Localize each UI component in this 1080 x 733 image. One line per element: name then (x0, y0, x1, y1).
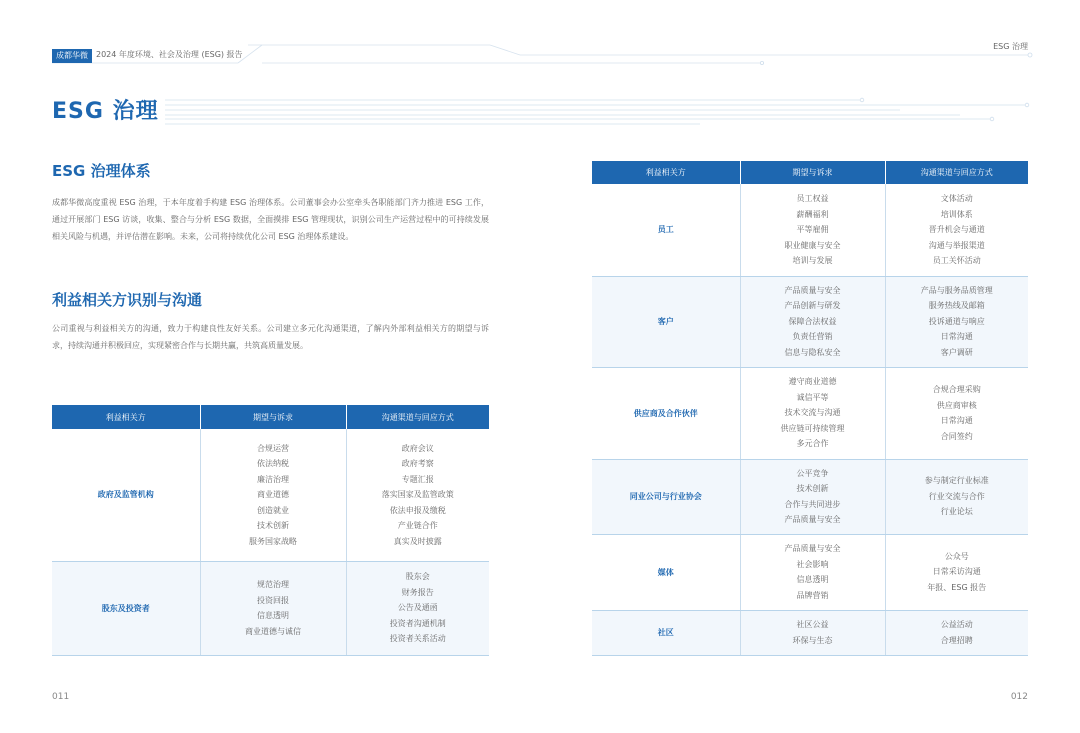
stakeholder-name: 政府及监管机构 (52, 429, 200, 561)
expectation-item: 商业道德 (257, 490, 289, 499)
governance-paragraph: 成都华微高度重视 ESG 治理，于本年度着手构建 ESG 治理体系。公司董事会办公室牵头各职能部门齐力推进 ESG 工作，通过开展部门 ESG 访谈，收集、整合与分析 ESG 数据，全面摸排 ESG 管理现状，识别公司生产运营过程中的可持续发展相关风险与机遇，并评估潜在影响。未来，公司将持续优化公司 ESG 治理体系建设。 (52, 198, 489, 241)
channel-item: 合理招聘 (940, 635, 973, 645)
expectation-item: 合作与共同进步 (784, 499, 841, 509)
expectation-item: 技术创新 (257, 521, 289, 530)
expectations-cell (740, 459, 885, 534)
page-title: ESG 治理 (52, 99, 159, 124)
expectation-item: 公平竞争 (796, 468, 829, 478)
expectation-item: 产品创新与研发 (784, 301, 841, 311)
table-row (52, 561, 489, 655)
channels-cell (346, 429, 489, 561)
channel-item: 合规合理采购 (932, 385, 981, 394)
channel-item: 财务报告 (401, 587, 434, 597)
channel-item: 落实国家及监管政策 (381, 490, 454, 499)
expectations-cell (740, 534, 885, 610)
channel-item: 日常采访沟通 (932, 567, 981, 577)
stakeholder-table-left (52, 405, 489, 656)
channel-item: 行业交流与合作 (928, 491, 985, 501)
expectation-item: 负责任营销 (792, 332, 833, 342)
expectation-item: 培训与发展 (792, 256, 833, 265)
page-number-right: 012 (1010, 692, 1028, 702)
channel-item: 股东会 (405, 572, 430, 582)
channel-item: 客户调研 (940, 347, 973, 357)
page-number-left: 011 (52, 692, 70, 702)
expectation-item: 廉洁治理 (257, 474, 289, 484)
expectations-cell (200, 561, 346, 655)
table-row (592, 367, 1028, 459)
channel-item: 公告及通函 (397, 603, 438, 613)
expectation-item: 品牌营销 (796, 590, 829, 600)
header-expectations: 期望与诉求 (200, 405, 346, 429)
expectation-item: 信息与隐私安全 (784, 347, 841, 357)
expectation-item: 社会影响 (796, 559, 829, 569)
header-stakeholder: 利益相关方 (592, 161, 740, 184)
table-row (592, 610, 1028, 655)
expectations-cell (740, 276, 885, 367)
table-row (592, 534, 1028, 610)
expectation-item: 商业道德与诚信 (245, 626, 301, 636)
expectation-item: 产品质量与安全 (784, 285, 841, 295)
brand-tag: 成都华微 (52, 49, 92, 63)
report-title: 2024 年度环境、社会及治理 (ESG) 报告 (96, 50, 243, 59)
table-header-row (52, 405, 489, 429)
table-header-row (592, 161, 1028, 184)
header-stakeholder: 利益相关方 (52, 405, 200, 429)
stakeholder-name: 同业公司与行业协会 (592, 459, 740, 534)
expectation-item: 投资回报 (257, 595, 289, 605)
stakeholder-name: 股东及投资者 (52, 561, 200, 655)
expectation-item: 薪酬福利 (796, 209, 829, 219)
channel-item: 投资者沟通机制 (389, 618, 446, 628)
channel-item: 专题汇报 (401, 474, 434, 484)
table-row (592, 276, 1028, 367)
table-row (592, 184, 1028, 276)
channel-item: 供应商审核 (936, 400, 977, 410)
channels-cell (885, 534, 1028, 610)
channel-item: 行业论坛 (940, 507, 973, 517)
channels-cell (346, 561, 489, 655)
expectation-item: 诚信平等 (796, 392, 829, 402)
channel-item: 日常沟通 (940, 332, 973, 342)
channel-item: 公众号 (944, 551, 969, 561)
expectation-item: 信息透明 (257, 611, 289, 620)
channel-item: 员工关怀活动 (932, 256, 981, 265)
header-expectations: 期望与诉求 (740, 161, 885, 184)
expectation-item: 产品质量与安全 (784, 544, 841, 553)
channel-item: 投诉通道与响应 (928, 316, 985, 326)
channel-item: 合同签约 (940, 431, 973, 441)
channel-item: 政府会议 (401, 443, 434, 453)
governance-heading: ESG 治理体系 (52, 162, 151, 180)
expectation-item: 技术交流与沟通 (784, 408, 841, 418)
expectation-item: 平等雇佣 (796, 225, 829, 234)
expectation-item: 创造就业 (257, 505, 289, 515)
expectation-item: 供应链可持续管理 (780, 423, 845, 433)
channel-item: 沟通与举报渠道 (928, 240, 985, 250)
stakeholder-name: 媒体 (592, 534, 740, 610)
expectation-item: 合规运营 (257, 443, 289, 453)
channels-cell (885, 610, 1028, 655)
stakeholder-name: 员工 (592, 184, 740, 276)
channel-item: 投资者关系活动 (389, 634, 446, 644)
header-channels: 沟通渠道与回应方式 (885, 161, 1028, 184)
expectation-item: 环保与生态 (792, 635, 833, 645)
channels-cell (885, 367, 1028, 459)
expectation-item: 多元合作 (796, 439, 829, 449)
stakeholder-name: 供应商及合作伙伴 (592, 367, 740, 459)
channel-item: 真实及时披露 (393, 536, 442, 546)
channels-cell (885, 184, 1028, 276)
section-label: ESG 治理 (993, 42, 1028, 51)
expectation-item: 职业健康与安全 (784, 240, 841, 250)
expectation-item: 依法纳税 (257, 459, 289, 468)
stakeholder-paragraph: 公司重视与利益相关方的沟通，致力于构建良性友好关系。公司建立多元化沟通渠道，了解内外部利益相关方的期望与诉求，持续沟通并积极回应，实现紧密合作与长期共赢，共筑高质量发展。 (52, 324, 489, 350)
stakeholder-name: 社区 (592, 610, 740, 655)
expectation-item: 员工权益 (796, 194, 829, 203)
expectation-item: 服务国家战略 (249, 536, 297, 546)
expectation-item: 社区公益 (796, 620, 829, 629)
stakeholder-heading: 利益相关方识别与沟通 (52, 291, 203, 309)
expectation-item: 技术创新 (796, 484, 829, 493)
channel-item: 产品与服务品质管理 (920, 285, 993, 295)
header-channels: 沟通渠道与回应方式 (346, 405, 489, 429)
channel-item: 政府考察 (401, 459, 434, 468)
channel-item: 年报、ESG 报告 (927, 582, 987, 592)
channel-item: 服务热线及邮箱 (928, 301, 985, 311)
channel-item: 日常沟通 (940, 416, 973, 425)
expectations-cell (200, 429, 346, 561)
expectation-item: 信息透明 (796, 575, 829, 584)
expectation-item: 保障合法权益 (788, 316, 837, 326)
channel-item: 参与制定行业标准 (924, 476, 989, 486)
channel-item: 依法申报及缴税 (389, 505, 446, 515)
channels-cell (885, 459, 1028, 534)
stakeholder-table-right (592, 161, 1028, 656)
expectations-cell (740, 184, 885, 276)
channel-item: 公益活动 (940, 620, 973, 629)
expectation-item: 产品质量与安全 (784, 515, 841, 524)
channel-item: 产业链合作 (397, 521, 438, 530)
channel-item: 文体活动 (940, 194, 973, 203)
channels-cell (885, 276, 1028, 367)
table-row (592, 459, 1028, 534)
expectations-cell (740, 367, 885, 459)
channel-item: 晋升机会与通道 (928, 225, 985, 234)
table-row (52, 429, 489, 561)
expectation-item: 规范治理 (257, 580, 289, 589)
expectations-cell (740, 610, 885, 655)
stakeholder-name: 客户 (592, 276, 740, 367)
channel-item: 培训体系 (940, 209, 973, 219)
expectation-item: 遵守商业道德 (788, 377, 837, 387)
